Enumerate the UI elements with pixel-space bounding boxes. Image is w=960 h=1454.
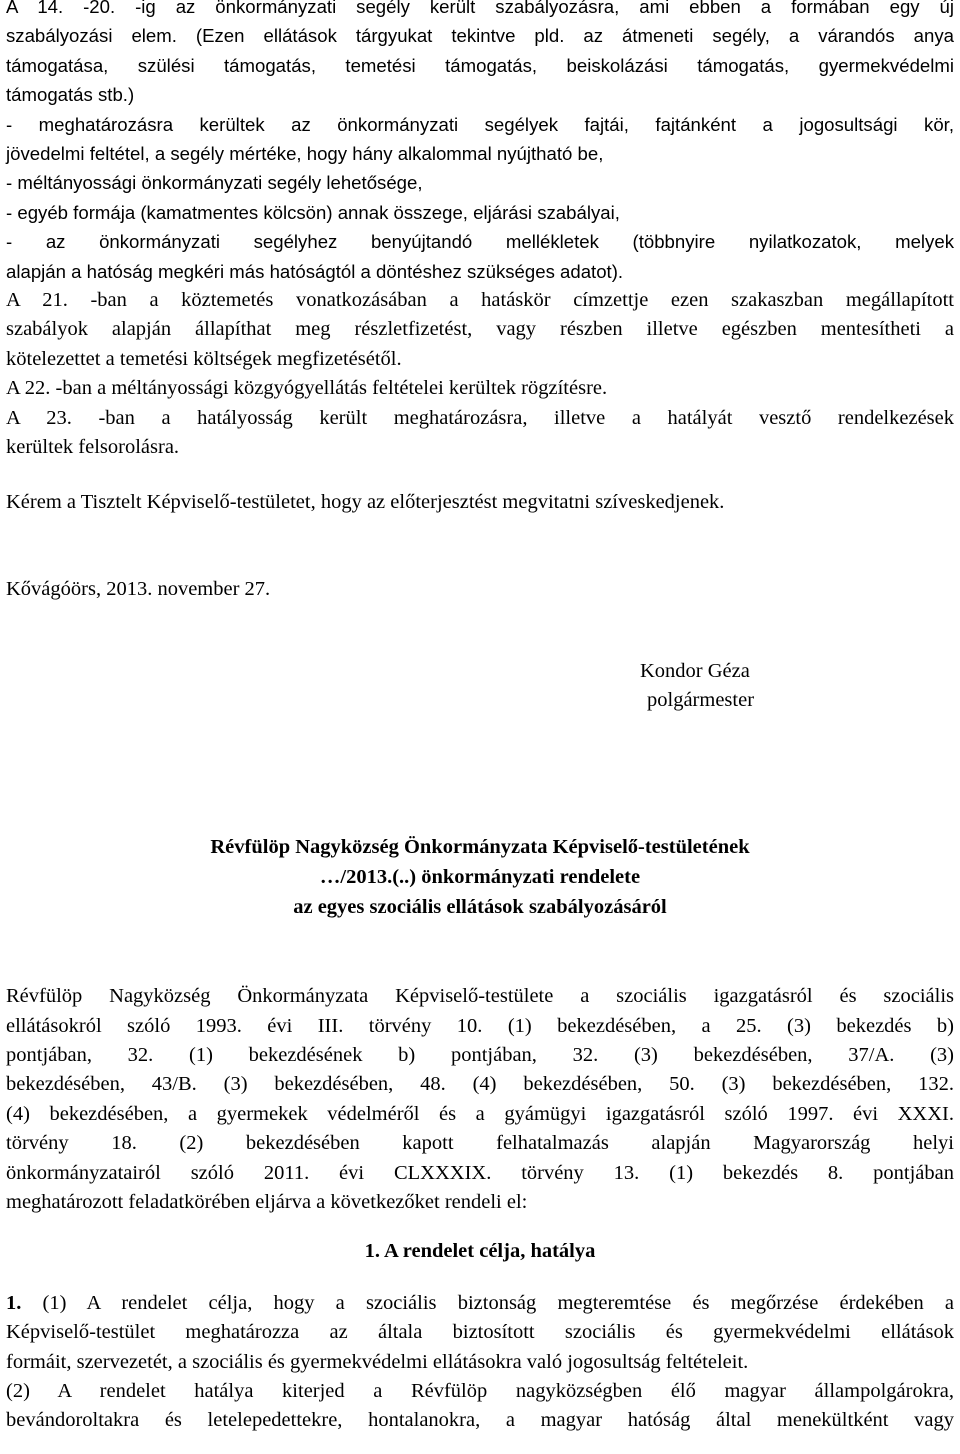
text-line: törvény 18. (2) bekezdésében kapott felhatalmazás alapján Magyarország helyi	[6, 1132, 954, 1155]
paragraph-22	[6, 374, 954, 403]
text-line: ellátásokról szóló 1993. évi III. törvény 10. (1) bekezdésében, a 25. (3) bekezdés b)	[6, 1014, 954, 1037]
text-line: szabályok alapján állapíthat meg részletfizetést, vagy részben illetve egészben mentesítheti a	[6, 318, 954, 341]
document-page	[6, 0, 954, 1436]
paragraph-14-20	[6, 0, 954, 110]
signature-block	[640, 657, 954, 715]
section-heading: 1. A rendelet célja, hatálya	[364, 1240, 596, 1263]
text-line: A 22. -ban a méltányossági közgyógyellátás feltételei kerültek rögzítésre.	[6, 377, 608, 400]
text-line: pontjában, 32. (1) bekezdésének b) pontjában, 32. (3) bekezdésében, 37/A. (3)	[6, 1043, 954, 1066]
text-line: A 14. -20. -ig az önkormányzati segély került szabályozásra, ami ebben a formában egy új	[6, 0, 954, 17]
section-1-paragraph	[6, 1289, 954, 1436]
text-line: Révfülöp Nagyközség Önkormányzata Képviselő-testülete a szociális igazgatásról és szociális	[6, 985, 954, 1008]
spacer	[6, 517, 954, 575]
text-line: alapján a hatóság megkéri más hatóságtól a döntéshez szükséges adatot).	[6, 260, 624, 282]
intro-block	[6, 0, 954, 286]
text-line: önkormányzatairól szóló 2011. évi CLXXXIX. törvény 13. (1) bekezdés 8. pontjában	[6, 1161, 954, 1184]
signatory-title: polgármester	[647, 689, 755, 712]
text-line: szabályozási elem. (Ezen ellátások tárgyukat tekintve pld. az átmeneti segély, a várandós anya	[6, 25, 954, 47]
spacer	[6, 604, 954, 657]
text-line: meghatározott feladatkörében eljárva a következőket rendeli el:	[6, 1190, 528, 1213]
text-line: bekezdésében, 43/B. (3) bekezdésében, 48. (4) bekezdésében, 50. (3) bekezdésében, 132.	[6, 1073, 954, 1096]
text-line: bevándoroltakra és letelepedettekre, hontalanokra, a magyar hatóság által menekültként vagy	[6, 1409, 954, 1432]
decree-title	[6, 833, 954, 922]
decree-title-line: …/2013.(..) önkormányzati rendelete	[319, 865, 641, 888]
spacer	[6, 1267, 954, 1289]
decree-title-line: az egyes szociális ellátások szabályozásáról	[293, 895, 667, 918]
spacer	[6, 922, 954, 982]
text-line: kerültek felsorolásra.	[6, 436, 180, 459]
text-line: támogatása, szülési támogatás, temetési támogatás, beiskolázási támogatás, gyermekvédelmi	[6, 54, 954, 76]
decree-title-line: Révfülöp Nagyközség Önkormányzata Képviselő-testületének	[210, 836, 750, 859]
text-line: - egyéb formája (kamatmentes kölcsön) annak összege, eljárási szabályai,	[6, 201, 620, 223]
place-and-date: Kővágóörs, 2013. november 27.	[6, 577, 271, 600]
signatory-name: Kondor Géza	[640, 660, 750, 683]
bullet-list	[6, 110, 954, 286]
text-line: kötelezettet a temetési költségek megfizetésétől.	[6, 347, 402, 370]
text-line: - meghatározásra kerültek az önkormányzati segélyek fajtái, fajtánként a jogosultsági kör,	[6, 113, 954, 135]
spacer	[6, 463, 954, 488]
section-marker: 1.	[6, 1291, 22, 1314]
text-line: - méltányossági önkormányzati segély lehetősége,	[6, 172, 423, 194]
text-line: A 21. -ban a köztemetés vonatkozásában a hatáskör címzettje ezen szakaszban megállapított	[6, 289, 954, 312]
text-line: (2) A rendelet hatálya kiterjed a Révfülöp nagyközségben élő magyar állampolgárokra,	[6, 1379, 954, 1402]
text-line: jövedelmi feltétel, a segély mértéke, hogy hány alkalommal nyújtható be,	[6, 143, 604, 165]
paragraph-21	[6, 286, 954, 374]
text-line: - az önkormányzati segélyhez benyújtandó mellékletek (többnyire nyilatkozatok, melyek	[6, 231, 954, 253]
text-line: formáit, szervezetét, a szociális és gyermekvédelmi ellátásokra való jogosultság feltételeit.	[6, 1350, 749, 1373]
text-line: (4) bekezdésében, a gyermekek védelméről és a gyámügyi igazgatásról szóló 1997. évi XXXI.	[6, 1102, 954, 1125]
preamble	[6, 982, 954, 1217]
text-line	[6, 1289, 954, 1318]
spacer	[6, 715, 954, 833]
request-sentence: Kérem a Tisztelt Képviselő-testületet, hogy az előterjesztést megvitatni szíveskedjenek.	[6, 490, 725, 513]
spacer	[6, 1217, 954, 1237]
text-line: Képviselő-testület meghatározza az általa biztosított szociális és gyermekvédelmi ellátások	[6, 1321, 954, 1344]
text-fragment: (1) A rendelet célja, hogy a szociális biztonság megteremtése és megőrzése érdekében a	[21, 1291, 954, 1314]
text-line: A 23. -ban a hatályosság került meghatározásra, illetve a hatályát vesztő rendelkezések	[6, 406, 954, 429]
text-line: támogatás stb.)	[6, 84, 135, 106]
paragraph-23	[6, 404, 954, 463]
